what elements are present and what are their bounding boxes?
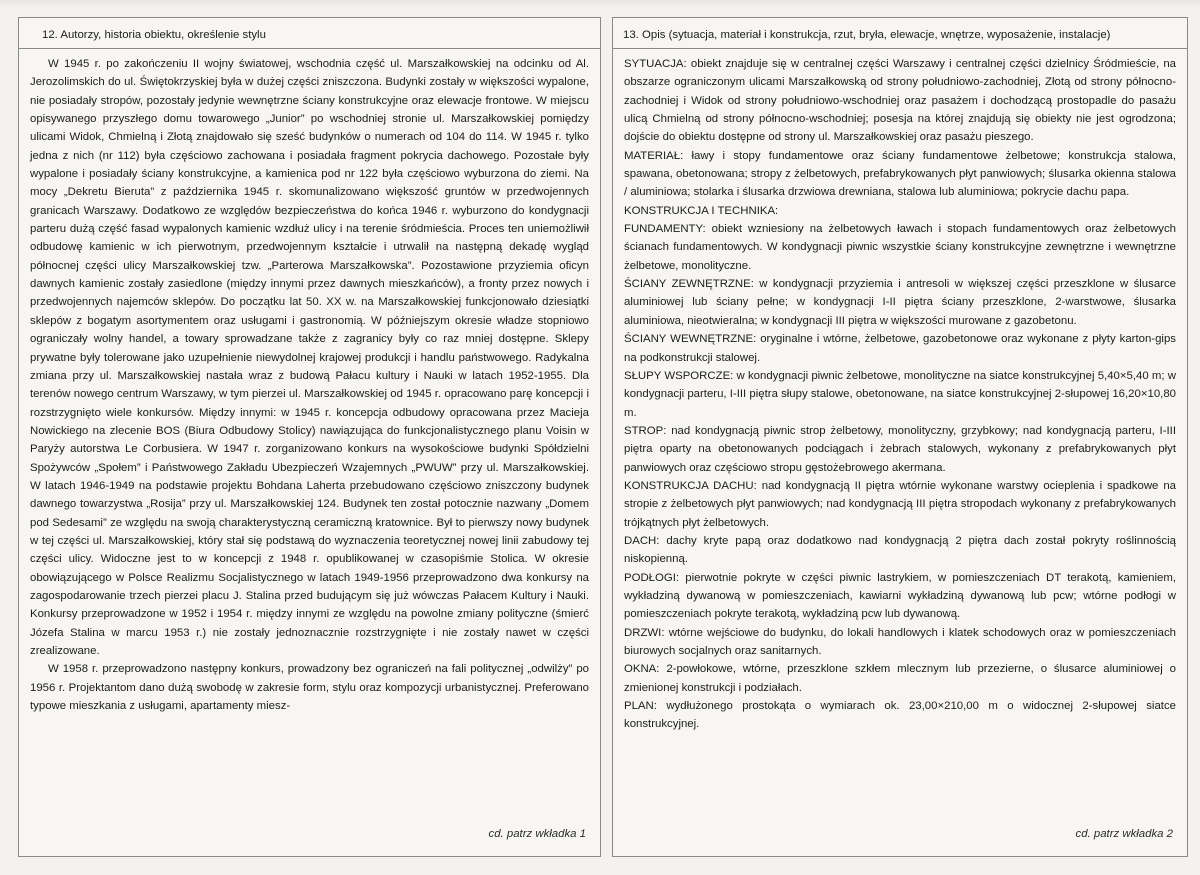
paragraph-foundations: FUNDAMENTY: obiekt wzniesiony na żelbetowych ławach i stopach fundamentowych oraz żelbetowych ścianach fundamentowych. W kondygnacji piwnic wszystkie ściany konstrukcyjne zewnętrzne i wewnętrzne żelbetowe, monolityczne.: [624, 223, 1176, 272]
paragraph-roof-structure: KONSTRUKCJA DACHU: nad kondygnacją II piętra wtórnie wykonane warstwy ocieplenia i spadkowe na stropie z żelbetowych płyt panwiowych; nad kondygnacją III piętra stropodach wykonany z prefabrykowanych trójkątnych płyt żelbetowych.: [624, 479, 1176, 529]
paragraph-plan: PLAN: wydłużonego prostokąta o wymiarach ok. 23,00×210,00 m o widocznej 2-słupowej siatce konstrukcyjnej.: [624, 700, 1176, 731]
paragraph-windows: OKNA: 2-powłokowe, wtórne, przeszklone szkłem mlecznym lub przezierne, o ślusarce aluminiowej o zmienionej konstrukcji i podziałach.: [624, 663, 1176, 694]
section-heading-13: 13. Opis (sytuacja, materiał i konstrukcja, rzut, bryła, elewacje, wnętrze, wyposażenie, instalacje): [613, 18, 1187, 49]
panel-history: [18, 17, 601, 857]
paragraph: W 1945 r. po zakończeniu II wojny światowej, wschodnia część ul. Marszałkowskiej na odcinku od Al. Jerozolimskich do ul. Świętokrzyskiej była w dużej części zniszczona. Budynki zostały w większości wypalone, nie posiadały stropów, pozostały jedynie wewnętrzne ściany konstrukcyjne oraz elewacje frontowe. W miejscu opisywanego przyszłego domu towarowego „Junior” po wschodniej stronie ul. Marszałkowskiej pomiędzy ulicami Widok, Chmielną i Złotą znajdowało się sześć budynków o numerach od 104 do 114. W 1945 r. tylko jedna z nich (nr 112) była częściowo zachowana i posiadała fragment pokrycia dachowego. Pozostałe były wypalone i posiadały ściany konstrukcyjne, a kamienica pod nr 122 była częściowo wyburzona do ziemi. Na mocy „Dekretu Bieruta” z października 1945 r. skomunalizowano większość gruntów w przedwojennych granicach Warszawy. Dodatkowo ze względów bezpieczeństwa do końca 1946 r. wyburzono do kondygnacji parteru dużą część fasad wypalonych kamienic wzdłuż ulicy i na terenie śródmieścia. Proces ten uniemożliwił odbudowę kamienic w ich pierwotnym, przedwojennym kształcie i utrwalił na następną dekadę wygląd północnej części ulicy Marszałkowskiej tzw. „Parterowa Marszałkowska”. Pozostawione przyziemia oficyn dawnych kamienic zostały zasiedlone (między innymi przez dawnych mieszkańców), a fronty przez nowych i przedwojennych najemców sklepów. Do początku lat 50. XX w. na Marszałkowskiej funkcjonowało dziesiątki sklepów z bogatym asortymentem oraz usługami i gastronomią. W późniejszym okresie władze stopniowo ograniczały wolny handel, a towary sprowadzane także z zagranicy były co raz mniej dostępne. Sklepy prywatne były tolerowane jako uzupełnienie niewydolnej krajowej produkcji i handlu państwowego. Radykalna zmiana przy ul. Marszałkowskiej nastała wraz z budową Pałacu kultury i Nauki w latach 1952-1955. Dla terenów nowego centrum Warszawy, w tym pierzei ul. Marszałkowskiej od 1945 r. opracowano parę koncepcji i rozstrzygnięto wiele konkursów. Między innymi: w 1945 r. koncepcja odbudowy opracowana przez Macieja Nowickiego na zlecenie BOS (Biura Odbudowy Stolicy) nawiązująca do funkcjonalistycznego planu Voisin w Paryży autorstwa Le Corbusiera. W 1947 r. zorganizowano konkurs na wysokościowe budynki Spółdzielni Spożywców „Społem” i Państwowego Zakładu Ubezpieczeń Wzajemnych „PWUW” przy ul. Marszałkowskiej. W latach 1946-1949 na podstawie projektu Bohdana Laherta przebudowano częściowo zniszczony budynek dawnego towarzystwa „Rosija” przy ul. Marszałkowskiej 124. Budynek ten został potocznie nazwany „Domem pod Sedesami” ze względu na swoją charakterystyczną ceramiczną kratownice. Był to pierwszy nowy budynek w tej części ul. Marszałkowskiej, który stał się podstawą do wyznaczenia teoretycznej nowej linii zabudowy tej części ulicy. Widoczne jest to w koncepcji z 1948 r. opublikowanej w czasopiśmie Stolica. W okresie obowiązującego w Polsce Realizmu Socjalistycznego w latach 1949-1956 przeprowadzono dwa konkursy na zagospodarowanie trzech pierzei placu J. Stalina przed budującym się już wówczas Pałacem Kultury i Nauki. Konkursy przeprowadzone w 1952 i 1954 r. między innymi ze względu na powolne zmiany polityczne (śmierć Józefa Stalina w marcu 1953 r.) nie zostały jednoznacznie rozstrzygnięte i nie zostały nawet w części zrealizowane.: [30, 58, 589, 657]
continuation-note: cd. patrz wkładka 2: [1075, 828, 1173, 840]
paragraph-interior-walls: ŚCIANY WEWNĘTRZNE: oryginalne i wtórne, żelbetowe, gazobetonowe oraz wykonane z płyty karton-gips na podkonstrukcji stalowej.: [624, 333, 1176, 364]
history-text: [30, 55, 589, 715]
paragraph-material: MATERIAŁ: ławy i stopy fundamentowe oraz ściany fundamentowe żelbetowe; konstrukcja stalowa, spawana, obetonowana; stropy z żelbetowych, prefabrykowanych płyt panwiowych; ślusarka okienna stalowa / aluminiowa; stolarka i ślusarka drzwiowa drewniana, stalowa lub aluminiowa; pokrycie dachu papa.: [624, 149, 1176, 199]
description-text: [624, 55, 1176, 734]
paragraph-floors: PODŁOGI: pierwotnie pokryte w części piwnic lastrykiem, w pomieszczeniach DT terakotą, kamieniem, wykładziną dywanową w pomieszczeniach, kawiarni wykładziną dywanową lub pcw; wtórne podłogi w pomieszczeniach pokryte terakotą, wykładziną pcw lub dywanową.: [624, 571, 1176, 621]
panel-description: [612, 17, 1188, 857]
paragraph-exterior-walls: ŚCIANY ZEWNĘTRZNE: w kondygnacji przyziemia i antresoli w większej części przeszklone w ślusarce aluminiowej lub ściany pełne; w kondygnacji I-II piętra ściany przeszklone, 2-warstwowe, ślusarka aluminiowa, nieotwieralna; w kondygnacji III piętra w większości murowane z gazobetonu.: [624, 278, 1176, 327]
paragraph-situation: SYTUACJA: obiekt znajduje się w centralnej części Warszawy i centralnej części dzielnicy Śródmieście, na obszarze ograniczonym ulicami Marszałkowską od strony południowo-zachodniej, Złotą od strony północno-zachodniej i Widok od strony południowo-wschodniej oraz pasażem i dochodzącą prostopadle do pasażu ulicą Chmielną od strony północno-wschodniej; posesja na której znajdują się obiekty nie jest ogrodzona; dojście do obiektu dostępne od strony ul. Marszałkowskiej oraz pasażu pieszego.: [624, 58, 1176, 144]
paragraph-columns: SŁUPY WSPORCZE: w kondygnacji piwnic żelbetowe, monolityczne na siatce konstrukcyjnej 5,40×5,40 m; w kondygnacji parteru, I-III piętra słupy stalowe, obetonowane, na siatce konstrukcyjnej 2-słupowej 16,20×10,80 m.: [624, 369, 1176, 419]
paragraph: W 1958 r. przeprowadzono następny konkurs, prowadzony bez ograniczeń na fali politycznej „odwilży” po 1956 r. Projektantom dano dużą swobodę w zakresie form, stylu oraz kompozycji urbanistycznej. Preferowano typowe mieszkania z usługami, apartamenty miesz-: [30, 663, 589, 713]
continuation-note: cd. patrz wkładka 1: [488, 828, 586, 840]
paragraph-construction: KONSTRUKCJA I TECHNIKA:: [624, 204, 779, 217]
paragraph-ceiling: STROP: nad kondygnacją piwnic strop żelbetowy, monolityczny, grzybkowy; nad kondygnacją parteru, I-III piętra oparty na obetonowanych podciągach i żebrach stalowych, wykonany z prefabrykowanych płyt panwiowych oraz częściowo stropu gęstożebrowego akermana.: [624, 424, 1176, 474]
section-heading-12: 12. Autorzy, historia obiektu, określenie stylu: [19, 18, 600, 49]
paragraph-roof: DACH: dachy kryte papą oraz dodatkowo nad kondygnacją 2 piętra dach został pokryty roślinnością niskopienną.: [624, 534, 1176, 566]
scan-edge: [0, 0, 1200, 8]
paragraph-doors: DRZWI: wtórne wejściowe do budynku, do lokali handlowych i klatek schodowych oraz w pomieszczeniach biurowych socjalnych oraz sanitarnych.: [624, 626, 1176, 657]
